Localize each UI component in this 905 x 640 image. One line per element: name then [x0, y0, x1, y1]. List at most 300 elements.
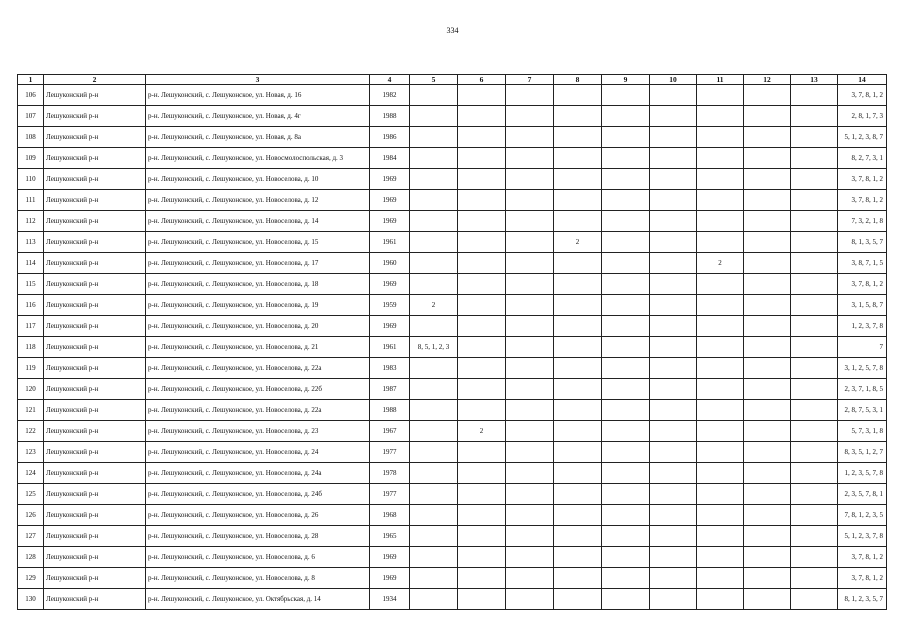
col8-cell [554, 484, 602, 505]
row-number: 106 [18, 85, 44, 106]
col8-cell [554, 568, 602, 589]
district-cell: Лешуконский р-н [44, 337, 146, 358]
col5-cell [410, 232, 458, 253]
address-cell: р-н. Лешуконский, с. Лешуконское, ул. Новоселова, д. 6 [146, 547, 370, 568]
col10-cell [650, 169, 697, 190]
col7-cell [506, 505, 554, 526]
col5-cell [410, 421, 458, 442]
col8-cell [554, 358, 602, 379]
col14-cell: 2, 8, 7, 5, 3, 1 [838, 400, 887, 421]
col9-cell [602, 568, 650, 589]
col6-cell [458, 589, 506, 610]
col13-cell [791, 127, 838, 148]
year-cell: 1934 [370, 589, 410, 610]
col7-cell [506, 190, 554, 211]
col10-cell [650, 463, 697, 484]
district-cell: Лешуконский р-н [44, 484, 146, 505]
col7-cell [506, 547, 554, 568]
col13-cell [791, 274, 838, 295]
col11-cell [697, 526, 744, 547]
table-row [18, 400, 887, 421]
col10-cell [650, 442, 697, 463]
address-cell: р-н. Лешуконский, с. Лешуконское, ул. Новоселова, д. 20 [146, 316, 370, 337]
row-number: 129 [18, 568, 44, 589]
col5-cell [410, 526, 458, 547]
table-row [18, 484, 887, 505]
col13-cell [791, 190, 838, 211]
col14-cell: 5, 1, 2, 3, 8, 7 [838, 127, 887, 148]
col9-cell [602, 211, 650, 232]
col12-cell [744, 106, 791, 127]
col10-cell [650, 232, 697, 253]
col13-cell [791, 379, 838, 400]
col13-cell [791, 295, 838, 316]
district-cell: Лешуконский р-н [44, 274, 146, 295]
col12-cell [744, 547, 791, 568]
table-row [18, 568, 887, 589]
address-cell: р-н. Лешуконский, с. Лешуконское, ул. Новоселова, д. 28 [146, 526, 370, 547]
district-cell: Лешуконский р-н [44, 232, 146, 253]
col6-cell [458, 232, 506, 253]
row-number: 123 [18, 442, 44, 463]
col11-cell [697, 379, 744, 400]
col14-cell: 3, 1, 2, 5, 7, 8 [838, 358, 887, 379]
col7-cell [506, 232, 554, 253]
table-row [18, 232, 887, 253]
col12-cell [744, 442, 791, 463]
row-number: 122 [18, 421, 44, 442]
year-cell: 1988 [370, 106, 410, 127]
row-number: 121 [18, 400, 44, 421]
col11-cell [697, 211, 744, 232]
table-row [18, 85, 887, 106]
district-cell: Лешуконский р-н [44, 169, 146, 190]
col14-cell: 1, 2, 3, 5, 7, 8 [838, 463, 887, 484]
col8-cell [554, 274, 602, 295]
col5-cell: 8, 5, 1, 2, 3 [410, 337, 458, 358]
table-row [18, 190, 887, 211]
year-cell: 1969 [370, 190, 410, 211]
col11-cell: 2 [697, 253, 744, 274]
row-number: 109 [18, 148, 44, 169]
col10-cell [650, 526, 697, 547]
col12-cell [744, 169, 791, 190]
col9-cell [602, 253, 650, 274]
col13-cell [791, 421, 838, 442]
year-cell: 1961 [370, 337, 410, 358]
address-cell: р-н. Лешуконский, с. Лешуконское, ул. Новая, д. 4г [146, 106, 370, 127]
col5-cell [410, 316, 458, 337]
header-row [18, 75, 887, 85]
column-header-7: 7 [506, 75, 554, 85]
col10-cell [650, 190, 697, 211]
col11-cell [697, 190, 744, 211]
col8-cell [554, 505, 602, 526]
year-cell: 1977 [370, 442, 410, 463]
row-number: 107 [18, 106, 44, 127]
col7-cell [506, 211, 554, 232]
address-cell: р-н. Лешуконский, с. Лешуконское, ул. Новая, д. 16 [146, 85, 370, 106]
col11-cell [697, 337, 744, 358]
col12-cell [744, 589, 791, 610]
column-header-4: 4 [370, 75, 410, 85]
col5-cell [410, 148, 458, 169]
col5-cell [410, 106, 458, 127]
col8-cell [554, 169, 602, 190]
col13-cell [791, 526, 838, 547]
col14-cell: 5, 7, 3, 1, 8 [838, 421, 887, 442]
table-row [18, 169, 887, 190]
district-cell: Лешуконский р-н [44, 526, 146, 547]
address-cell: р-н. Лешуконский, с. Лешуконское, ул. Новоселова, д. 8 [146, 568, 370, 589]
col5-cell [410, 169, 458, 190]
col13-cell [791, 211, 838, 232]
district-cell: Лешуконский р-н [44, 463, 146, 484]
district-cell: Лешуконский р-н [44, 190, 146, 211]
col5-cell [410, 568, 458, 589]
col14-cell: 3, 7, 8, 1, 2 [838, 85, 887, 106]
year-cell: 1969 [370, 547, 410, 568]
district-cell: Лешуконский р-н [44, 421, 146, 442]
col12-cell [744, 190, 791, 211]
row-number: 118 [18, 337, 44, 358]
col6-cell [458, 379, 506, 400]
col10-cell [650, 211, 697, 232]
col7-cell [506, 106, 554, 127]
year-cell: 1986 [370, 127, 410, 148]
col10-cell [650, 400, 697, 421]
address-cell: р-н. Лешуконский, с. Лешуконское, ул. Новоселова, д. 26 [146, 505, 370, 526]
col12-cell [744, 526, 791, 547]
district-cell: Лешуконский р-н [44, 106, 146, 127]
col5-cell: 2 [410, 295, 458, 316]
year-cell: 1965 [370, 526, 410, 547]
col13-cell [791, 85, 838, 106]
col9-cell [602, 547, 650, 568]
col9-cell [602, 106, 650, 127]
col13-cell [791, 337, 838, 358]
col7-cell [506, 148, 554, 169]
col9-cell [602, 85, 650, 106]
col7-cell [506, 85, 554, 106]
col6-cell [458, 295, 506, 316]
district-cell: Лешуконский р-н [44, 589, 146, 610]
col10-cell [650, 568, 697, 589]
col9-cell [602, 316, 650, 337]
col6-cell [458, 442, 506, 463]
col11-cell [697, 316, 744, 337]
col5-cell [410, 400, 458, 421]
col11-cell [697, 274, 744, 295]
col12-cell [744, 337, 791, 358]
district-cell: Лешуконский р-н [44, 547, 146, 568]
col10-cell [650, 547, 697, 568]
col14-cell: 7, 3, 2, 1, 8 [838, 211, 887, 232]
year-cell: 1983 [370, 358, 410, 379]
table-row [18, 589, 887, 610]
column-header-12: 12 [744, 75, 791, 85]
col10-cell [650, 505, 697, 526]
col9-cell [602, 274, 650, 295]
col10-cell [650, 589, 697, 610]
col7-cell [506, 358, 554, 379]
col8-cell [554, 463, 602, 484]
col12-cell [744, 253, 791, 274]
district-cell: Лешуконский р-н [44, 295, 146, 316]
col6-cell [458, 463, 506, 484]
col7-cell [506, 463, 554, 484]
year-cell: 1968 [370, 505, 410, 526]
table-row [18, 253, 887, 274]
col6-cell [458, 169, 506, 190]
col9-cell [602, 526, 650, 547]
col7-cell [506, 316, 554, 337]
col8-cell [554, 421, 602, 442]
col11-cell [697, 547, 744, 568]
address-cell: р-н. Лешуконский, с. Лешуконское, ул. Новоселова, д. 17 [146, 253, 370, 274]
col12-cell [744, 85, 791, 106]
col10-cell [650, 148, 697, 169]
address-cell: р-н. Лешуконский, с. Лешуконское, ул. Новоселова, д. 24б [146, 484, 370, 505]
col6-cell [458, 148, 506, 169]
col14-cell: 2, 3, 7, 1, 8, 5 [838, 379, 887, 400]
col12-cell [744, 463, 791, 484]
table-row [18, 106, 887, 127]
col10-cell [650, 358, 697, 379]
col14-cell: 7 [838, 337, 887, 358]
table-row [18, 295, 887, 316]
col8-cell [554, 106, 602, 127]
col8-cell [554, 547, 602, 568]
col5-cell [410, 589, 458, 610]
district-cell: Лешуконский р-н [44, 316, 146, 337]
address-cell: р-н. Лешуконский, с. Лешуконское, ул. Новоселова, д. 15 [146, 232, 370, 253]
column-header-9: 9 [602, 75, 650, 85]
col5-cell [410, 463, 458, 484]
row-number: 111 [18, 190, 44, 211]
district-cell: Лешуконский р-н [44, 211, 146, 232]
col11-cell [697, 232, 744, 253]
table-row [18, 463, 887, 484]
table-row [18, 505, 887, 526]
address-cell: р-н. Лешуконский, с. Лешуконское, ул. Новоселова, д. 12 [146, 190, 370, 211]
row-number: 115 [18, 274, 44, 295]
address-cell: р-н. Лешуконский, с. Лешуконское, ул. Новосмолоспольская, д. 3 [146, 148, 370, 169]
col13-cell [791, 484, 838, 505]
address-cell: р-н. Лешуконский, с. Лешуконское, ул. Новоселова, д. 23 [146, 421, 370, 442]
row-number: 114 [18, 253, 44, 274]
column-header-1: 1 [18, 75, 44, 85]
year-cell: 1988 [370, 400, 410, 421]
row-number: 108 [18, 127, 44, 148]
col10-cell [650, 484, 697, 505]
col14-cell: 3, 7, 8, 1, 2 [838, 568, 887, 589]
column-header-11: 11 [697, 75, 744, 85]
district-cell: Лешуконский р-н [44, 253, 146, 274]
address-cell: р-н. Лешуконский, с. Лешуконское, ул. Новоселова, д. 10 [146, 169, 370, 190]
col9-cell [602, 484, 650, 505]
col9-cell [602, 148, 650, 169]
col13-cell [791, 148, 838, 169]
col12-cell [744, 421, 791, 442]
table-row [18, 274, 887, 295]
col7-cell [506, 484, 554, 505]
address-cell: р-н. Лешуконский, с. Лешуконское, ул. Новая, д. 8а [146, 127, 370, 148]
col11-cell [697, 127, 744, 148]
col11-cell [697, 505, 744, 526]
row-number: 117 [18, 316, 44, 337]
col11-cell [697, 148, 744, 169]
row-number: 113 [18, 232, 44, 253]
col12-cell [744, 211, 791, 232]
column-header-6: 6 [458, 75, 506, 85]
col5-cell [410, 505, 458, 526]
address-cell: р-н. Лешуконский, с. Лешуконское, ул. Новоселова, д. 22а [146, 358, 370, 379]
col7-cell [506, 568, 554, 589]
column-header-3: 3 [146, 75, 370, 85]
col12-cell [744, 379, 791, 400]
col6-cell [458, 253, 506, 274]
col13-cell [791, 316, 838, 337]
page-number: 334 [446, 26, 459, 35]
district-cell: Лешуконский р-н [44, 127, 146, 148]
col5-cell [410, 190, 458, 211]
col8-cell [554, 316, 602, 337]
col7-cell [506, 253, 554, 274]
district-cell: Лешуконский р-н [44, 379, 146, 400]
col6-cell [458, 484, 506, 505]
col7-cell [506, 421, 554, 442]
col14-cell: 8, 1, 3, 5, 7 [838, 232, 887, 253]
col10-cell [650, 106, 697, 127]
row-number: 112 [18, 211, 44, 232]
row-number: 126 [18, 505, 44, 526]
col6-cell [458, 568, 506, 589]
col9-cell [602, 463, 650, 484]
address-cell: р-н. Лешуконский, с. Лешуконское, ул. Новоселова, д. 14 [146, 211, 370, 232]
row-number: 128 [18, 547, 44, 568]
col5-cell [410, 547, 458, 568]
col9-cell [602, 169, 650, 190]
col5-cell [410, 211, 458, 232]
col13-cell [791, 169, 838, 190]
col11-cell [697, 442, 744, 463]
year-cell: 1982 [370, 85, 410, 106]
col11-cell [697, 421, 744, 442]
table-row [18, 421, 887, 442]
col14-cell: 8, 1, 2, 3, 5, 7 [838, 589, 887, 610]
col9-cell [602, 358, 650, 379]
district-cell: Лешуконский р-н [44, 400, 146, 421]
col6-cell [458, 337, 506, 358]
column-header-8: 8 [554, 75, 602, 85]
col10-cell [650, 295, 697, 316]
col7-cell [506, 379, 554, 400]
col8-cell [554, 148, 602, 169]
col12-cell [744, 400, 791, 421]
col9-cell [602, 400, 650, 421]
col6-cell [458, 211, 506, 232]
address-cell: р-н. Лешуконский, с. Лешуконское, ул. Новоселова, д. 19 [146, 295, 370, 316]
row-number: 110 [18, 169, 44, 190]
address-cell: р-н. Лешуконский, с. Лешуконское, ул. Новоселова, д. 21 [146, 337, 370, 358]
col5-cell [410, 379, 458, 400]
col13-cell [791, 547, 838, 568]
year-cell: 1960 [370, 253, 410, 274]
col5-cell [410, 274, 458, 295]
column-header-14: 14 [838, 75, 887, 85]
col5-cell [410, 358, 458, 379]
col13-cell [791, 589, 838, 610]
year-cell: 1961 [370, 232, 410, 253]
col8-cell [554, 526, 602, 547]
table-row [18, 148, 887, 169]
col9-cell [602, 232, 650, 253]
row-number: 119 [18, 358, 44, 379]
col12-cell [744, 505, 791, 526]
col12-cell [744, 148, 791, 169]
col7-cell [506, 337, 554, 358]
col14-cell: 7, 8, 1, 2, 3, 5 [838, 505, 887, 526]
col10-cell [650, 253, 697, 274]
district-cell: Лешуконский р-н [44, 568, 146, 589]
column-header-10: 10 [650, 75, 697, 85]
row-number: 127 [18, 526, 44, 547]
table-row [18, 442, 887, 463]
year-cell: 1969 [370, 316, 410, 337]
column-header-2: 2 [44, 75, 146, 85]
year-cell: 1969 [370, 568, 410, 589]
col6-cell [458, 274, 506, 295]
col8-cell [554, 190, 602, 211]
col6-cell [458, 526, 506, 547]
col6-cell [458, 547, 506, 568]
table-row [18, 337, 887, 358]
col13-cell [791, 505, 838, 526]
table-row [18, 358, 887, 379]
housing-table [17, 74, 887, 610]
table-row [18, 127, 887, 148]
table-row [18, 547, 887, 568]
col7-cell [506, 526, 554, 547]
col10-cell [650, 379, 697, 400]
table-row [18, 379, 887, 400]
col7-cell [506, 442, 554, 463]
district-cell: Лешуконский р-н [44, 505, 146, 526]
district-cell: Лешуконский р-н [44, 85, 146, 106]
col14-cell: 3, 8, 7, 1, 5 [838, 253, 887, 274]
col11-cell [697, 484, 744, 505]
col11-cell [697, 463, 744, 484]
year-cell: 1977 [370, 484, 410, 505]
year-cell: 1984 [370, 148, 410, 169]
col9-cell [602, 190, 650, 211]
col10-cell [650, 274, 697, 295]
col6-cell: 2 [458, 421, 506, 442]
row-number: 130 [18, 589, 44, 610]
col8-cell [554, 379, 602, 400]
col6-cell [458, 106, 506, 127]
row-number: 120 [18, 379, 44, 400]
col9-cell [602, 295, 650, 316]
col13-cell [791, 106, 838, 127]
col8-cell [554, 85, 602, 106]
col6-cell [458, 316, 506, 337]
col12-cell [744, 127, 791, 148]
year-cell: 1987 [370, 379, 410, 400]
col8-cell [554, 127, 602, 148]
district-cell: Лешуконский р-н [44, 148, 146, 169]
